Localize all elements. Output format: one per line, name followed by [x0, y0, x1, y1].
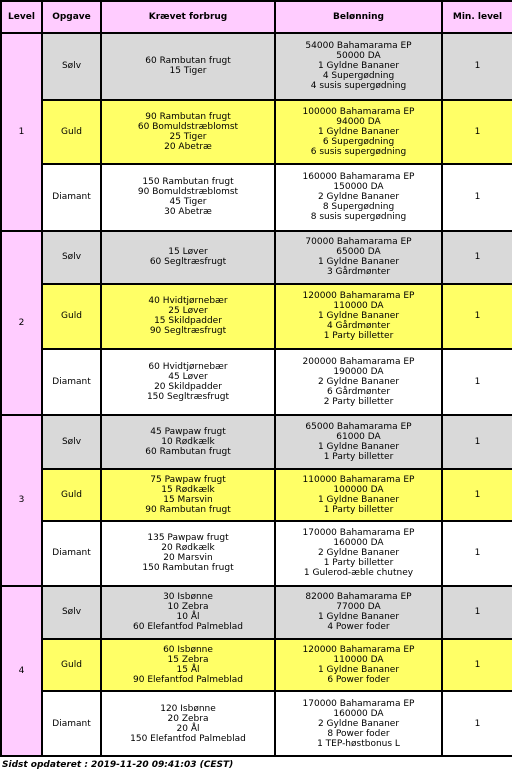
required-cell — [101, 415, 275, 468]
required-item: 20 Zebra — [167, 713, 209, 724]
reward-cell — [275, 586, 442, 639]
required-item: 150 Segltræsfrugt — [146, 391, 230, 402]
level-cell: 1 — [1, 33, 42, 231]
required-item: 90 Elefantfod Palmeblad — [133, 675, 243, 686]
task-name-cell: Guld — [42, 100, 101, 165]
required-item: 10 Ål — [176, 612, 200, 623]
required-item: 75 Pawpaw frugt — [150, 474, 226, 485]
reward-cell — [275, 691, 442, 756]
level-cell: 2 — [1, 231, 42, 416]
task-name-cell: Diamant — [42, 521, 101, 586]
task-row — [1, 521, 512, 586]
required-item: 15 Zebra — [167, 655, 209, 666]
reward-cell — [275, 33, 442, 100]
required-cell — [101, 521, 275, 586]
required-item: 45 Tiger — [169, 197, 207, 208]
reward-item: 54000 Bahamarama EP — [305, 41, 412, 52]
required-item: 30 Isbønne — [163, 592, 213, 603]
required-item: 120 Isbønne — [160, 703, 216, 714]
reward-item: 2 Gyldne Bananer — [317, 718, 400, 729]
required-item: 90 Segltræsfrugt — [149, 326, 227, 337]
task-name-cell: Diamant — [42, 164, 101, 231]
task-name-cell: Sølv — [42, 33, 101, 100]
min-level-cell: 1 — [442, 586, 512, 639]
required-cell — [101, 33, 275, 100]
reward-item: 1 Gyldne Bananer — [317, 311, 400, 322]
reward-item: 1 Gyldne Bananer — [317, 612, 400, 623]
task-row — [1, 586, 512, 639]
task-name-cell: Sølv — [42, 586, 101, 639]
required-cell — [101, 349, 275, 416]
required-cell — [101, 469, 275, 521]
task-row — [1, 100, 512, 165]
header-required: Krævet forbrug — [101, 1, 275, 33]
task-name-cell: Diamant — [42, 691, 101, 756]
header-row — [1, 1, 512, 33]
required-item: 135 Pawpaw frugt — [147, 533, 229, 544]
reward-item: 100000 Bahamarama EP — [302, 106, 415, 117]
reward-item: 120000 Bahamarama EP — [302, 291, 415, 302]
reward-item: 160000 Bahamarama EP — [302, 172, 415, 183]
required-item: 45 Løver — [168, 371, 208, 382]
reward-item: 1 Party billetter — [323, 504, 394, 515]
required-item: 20 Skildpadder — [154, 381, 222, 392]
reward-item: 150000 DA — [333, 182, 384, 193]
reward-item: 6 susis supergødning — [310, 146, 407, 157]
reward-item: 65000 DA — [336, 247, 381, 258]
required-item: 60 Rambutan frugt — [145, 56, 231, 67]
last-updated-text: Sidst opdateret : 2019-11-20 09:41:03 (CEST) — [2, 760, 234, 770]
required-item: 10 Zebra — [167, 602, 209, 613]
reward-item: 1 Gyldne Bananer — [317, 61, 400, 72]
required-item: 25 Tiger — [169, 131, 207, 142]
reward-item: 1 Gyldne Bananer — [317, 665, 400, 676]
required-item: 20 Rødkælk — [161, 543, 215, 554]
min-level-cell: 1 — [442, 164, 512, 231]
reward-cell — [275, 231, 442, 284]
min-level-cell: 1 — [442, 691, 512, 756]
required-item: 60 Isbønne — [163, 645, 213, 656]
reward-cell — [275, 521, 442, 586]
task-row — [1, 469, 512, 521]
reward-item: 1 Gyldne Bananer — [317, 494, 400, 505]
reward-item: 1 Party billetter — [323, 451, 394, 462]
min-level-cell: 1 — [442, 521, 512, 586]
reward-item: 2 Gyldne Bananer — [317, 192, 400, 203]
reward-item: 3 Gårdmønter — [326, 267, 391, 278]
reward-item: 1 TEP-høstbonus L — [317, 738, 400, 749]
reward-item: 110000 DA — [333, 655, 384, 666]
reward-item: 110000 DA — [333, 301, 384, 312]
min-level-cell: 1 — [442, 100, 512, 165]
reward-item: 1 Gyldne Bananer — [317, 441, 400, 452]
reward-item: 77000 DA — [336, 602, 381, 613]
reward-item: 8 Supergødning — [322, 202, 395, 213]
task-row — [1, 691, 512, 756]
task-name-cell: Guld — [42, 284, 101, 349]
reward-item: 120000 Bahamarama EP — [302, 645, 415, 656]
required-item: 15 Rødkælk — [161, 484, 215, 495]
required-cell — [101, 691, 275, 756]
reward-cell — [275, 100, 442, 165]
required-item: 90 Rambutan frugt — [145, 504, 231, 515]
reward-item: 200000 Bahamarama EP — [302, 356, 415, 367]
header-level: Level — [1, 1, 42, 33]
required-item: 25 Løver — [168, 306, 208, 317]
required-item: 150 Rambutan frugt — [142, 563, 234, 574]
reward-item: 2 Gyldne Bananer — [317, 548, 400, 559]
header-task: Opgave — [42, 1, 101, 33]
reward-cell — [275, 415, 442, 468]
reward-item: 190000 DA — [333, 366, 384, 377]
required-cell — [101, 639, 275, 691]
required-item: 60 Hvidtjørnebær — [148, 361, 228, 372]
reward-cell — [275, 349, 442, 416]
required-item: 15 Skildpadder — [154, 316, 222, 327]
required-cell — [101, 586, 275, 639]
reward-item: 1 Gulerod-æble chutney — [303, 568, 414, 579]
required-item: 10 Rødkælk — [161, 436, 215, 447]
header-min-level: Min. level — [442, 1, 512, 33]
reward-item: 1 Gyldne Bananer — [317, 126, 400, 137]
task-row — [1, 284, 512, 349]
required-item: 150 Rambutan frugt — [142, 177, 234, 188]
level-cell: 4 — [1, 586, 42, 756]
required-item: 15 Tiger — [169, 66, 207, 77]
min-level-cell: 1 — [442, 33, 512, 100]
reward-item: 170000 Bahamarama EP — [302, 528, 415, 539]
min-level-cell: 1 — [442, 284, 512, 349]
header-reward: Belønning — [275, 1, 442, 33]
min-level-cell: 1 — [442, 469, 512, 521]
quest-table-body — [1, 33, 512, 756]
reward-cell — [275, 639, 442, 691]
reward-item: 1 Gyldne Bananer — [317, 257, 400, 268]
reward-item: 170000 Bahamarama EP — [302, 698, 415, 709]
required-item: 90 Bomuldstræblomst — [137, 187, 239, 198]
reward-cell — [275, 164, 442, 231]
required-item: 15 Løver — [168, 247, 208, 258]
required-item: 20 Ål — [176, 723, 200, 734]
reward-item: 61000 DA — [336, 431, 381, 442]
reward-item: 8 susis supergødning — [310, 212, 407, 223]
reward-item: 65000 Bahamarama EP — [305, 421, 412, 432]
min-level-cell: 1 — [442, 349, 512, 416]
reward-item: 100000 DA — [333, 484, 384, 495]
task-row — [1, 164, 512, 231]
task-name-cell: Sølv — [42, 231, 101, 284]
reward-item: 4 Gårdmønter — [326, 321, 391, 332]
required-item: 150 Elefantfod Palmeblad — [130, 733, 246, 744]
required-item: 15 Ål — [176, 665, 200, 676]
task-row — [1, 231, 512, 284]
reward-item: 50000 DA — [336, 51, 381, 62]
task-name-cell: Diamant — [42, 349, 101, 416]
task-name-cell: Sølv — [42, 415, 101, 468]
reward-cell — [275, 469, 442, 521]
min-level-cell: 1 — [442, 415, 512, 468]
min-level-cell: 1 — [442, 639, 512, 691]
required-item: 20 Marsvin — [163, 553, 213, 564]
required-cell — [101, 100, 275, 165]
reward-item: 2 Party billetter — [323, 396, 394, 407]
required-item: 60 Elefantfod Palmeblad — [133, 622, 243, 633]
reward-item: 70000 Bahamarama EP — [305, 237, 412, 248]
min-level-cell: 1 — [442, 231, 512, 284]
reward-item: 6 Supergødning — [322, 136, 395, 147]
required-item: 90 Rambutan frugt — [145, 111, 231, 122]
reward-item: 160000 DA — [333, 708, 384, 719]
reward-item: 8 Power foder — [327, 728, 390, 739]
reward-cell — [275, 284, 442, 349]
reward-item: 6 Gårdmønter — [326, 386, 391, 397]
task-name-cell: Guld — [42, 469, 101, 521]
required-item: 60 Bomuldstræblomst — [137, 121, 239, 132]
task-row — [1, 415, 512, 468]
reward-item: 6 Power foder — [327, 675, 390, 686]
required-item: 20 Abetræ — [164, 141, 212, 152]
reward-item: 160000 DA — [333, 538, 384, 549]
required-item: 60 Rambutan frugt — [145, 446, 231, 457]
required-cell — [101, 231, 275, 284]
reward-item: 4 Supergødning — [322, 71, 395, 82]
required-item: 45 Pawpaw frugt — [150, 426, 226, 437]
reward-item: 4 Power foder — [327, 622, 390, 633]
level-cell: 3 — [1, 415, 42, 585]
reward-item: 110000 Bahamarama EP — [302, 474, 415, 485]
task-row — [1, 33, 512, 100]
reward-item: 4 susis supergødning — [310, 81, 407, 92]
required-cell — [101, 164, 275, 231]
required-item: 40 Hvidtjørnebær — [148, 296, 228, 307]
reward-item: 1 Party billetter — [323, 331, 394, 342]
reward-item: 94000 DA — [336, 116, 381, 127]
reward-item: 82000 Bahamarama EP — [305, 592, 412, 603]
required-item: 60 Segltræsfrugt — [149, 257, 227, 268]
reward-item: 1 Party billetter — [323, 558, 394, 569]
reward-item: 2 Gyldne Bananer — [317, 376, 400, 387]
required-item: 15 Marsvin — [163, 494, 213, 505]
task-row — [1, 349, 512, 416]
task-name-cell: Guld — [42, 639, 101, 691]
required-cell — [101, 284, 275, 349]
task-row — [1, 639, 512, 691]
required-item: 30 Abetræ — [164, 207, 212, 218]
